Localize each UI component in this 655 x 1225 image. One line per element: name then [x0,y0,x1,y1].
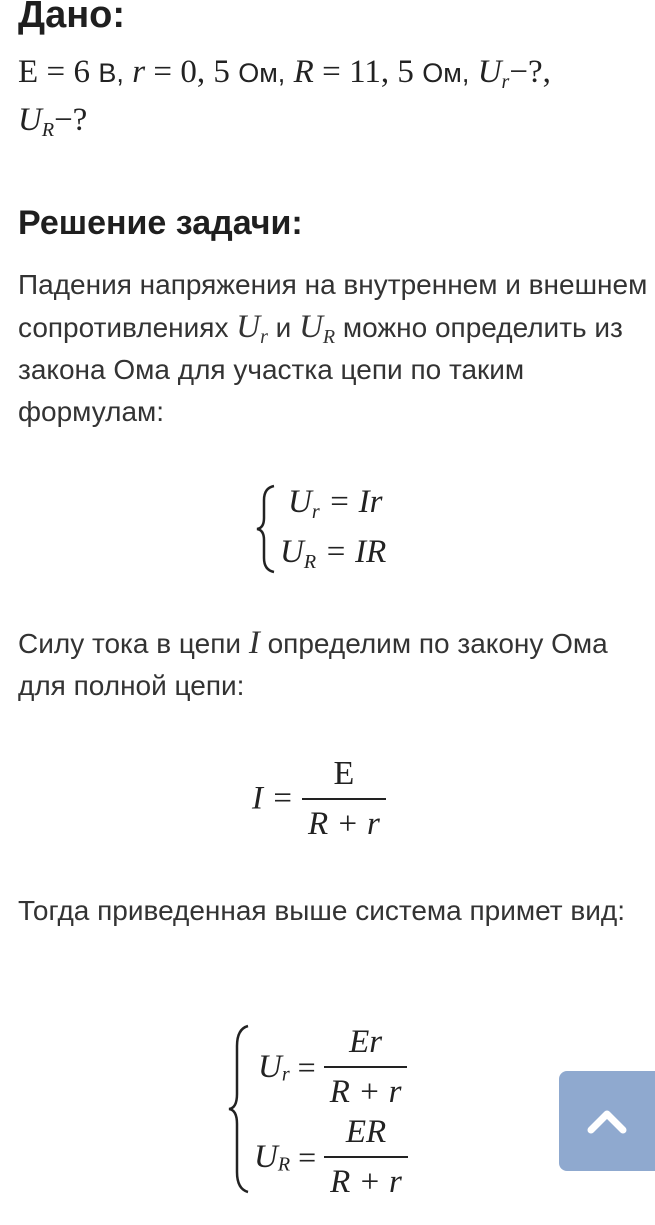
chevron-up-icon [587,1104,627,1138]
left-brace [226,1024,250,1194]
given-heading: Дано: [18,0,126,36]
paragraph-then: Тогда приведенная выше система примет вид: [18,895,626,926]
fraction: $\frac{Er}{R + r}$ [324,1022,408,1112]
ur-symbol: U [477,54,502,90]
left-brace [254,484,276,574]
system1-row-2: $U_R$ = IR [280,534,387,573]
fraction: $\frac{ER}{R + r}$ [324,1112,408,1202]
scroll-to-top-button[interactable] [559,1071,655,1171]
uR-symbol: U [18,102,42,138]
emf-value: 6 [73,54,90,90]
uR-unknown: −? [54,102,88,138]
system2-row-2: $U_R$ = $\frac{ER}{R + r}$ [254,1112,408,1202]
paragraph-current: Силу тока в цепи I определим по закону Ома для полной цепи: [18,625,608,701]
r-symbol: r [132,54,146,90]
emf-symbol: E [18,54,39,90]
given-line-2: $U_R-$? [18,102,88,141]
system1-row-1: $U_r = Ir$ [288,484,383,523]
r-unit: Ом [238,58,278,88]
emf-unit: В [98,58,117,88]
solution-heading: Решение задачи: [18,204,303,242]
paragraph-voltage-drops: Падения напряжения на внутреннем и внешнем сопротивлениях $U_r$ и $U_R$ можно определить из закона Ома для участка цепи по таким формулам: [18,269,648,427]
ur-unknown: −? [509,54,543,90]
big-r-unit: Ом [422,58,462,88]
r-value: 0, 5 [180,54,230,90]
system2-row-1: $U_r$ = $\frac{Er}{R + r}$ [258,1022,407,1112]
formula-system-1 [250,480,450,580]
formula-system-2 [222,1020,482,1200]
big-r-symbol: R [293,54,314,90]
formula-ohm-full-circuit: I = $\frac{E}{R + r}$ [252,754,386,844]
given-line-1: E = 6 В, r = 0, 5 Ом, R = 11, 5 Ом, $U_r-$?, [18,54,551,93]
fraction: $\frac{E}{R + r}$ [302,754,386,844]
big-r-value: 11, 5 [349,54,414,90]
